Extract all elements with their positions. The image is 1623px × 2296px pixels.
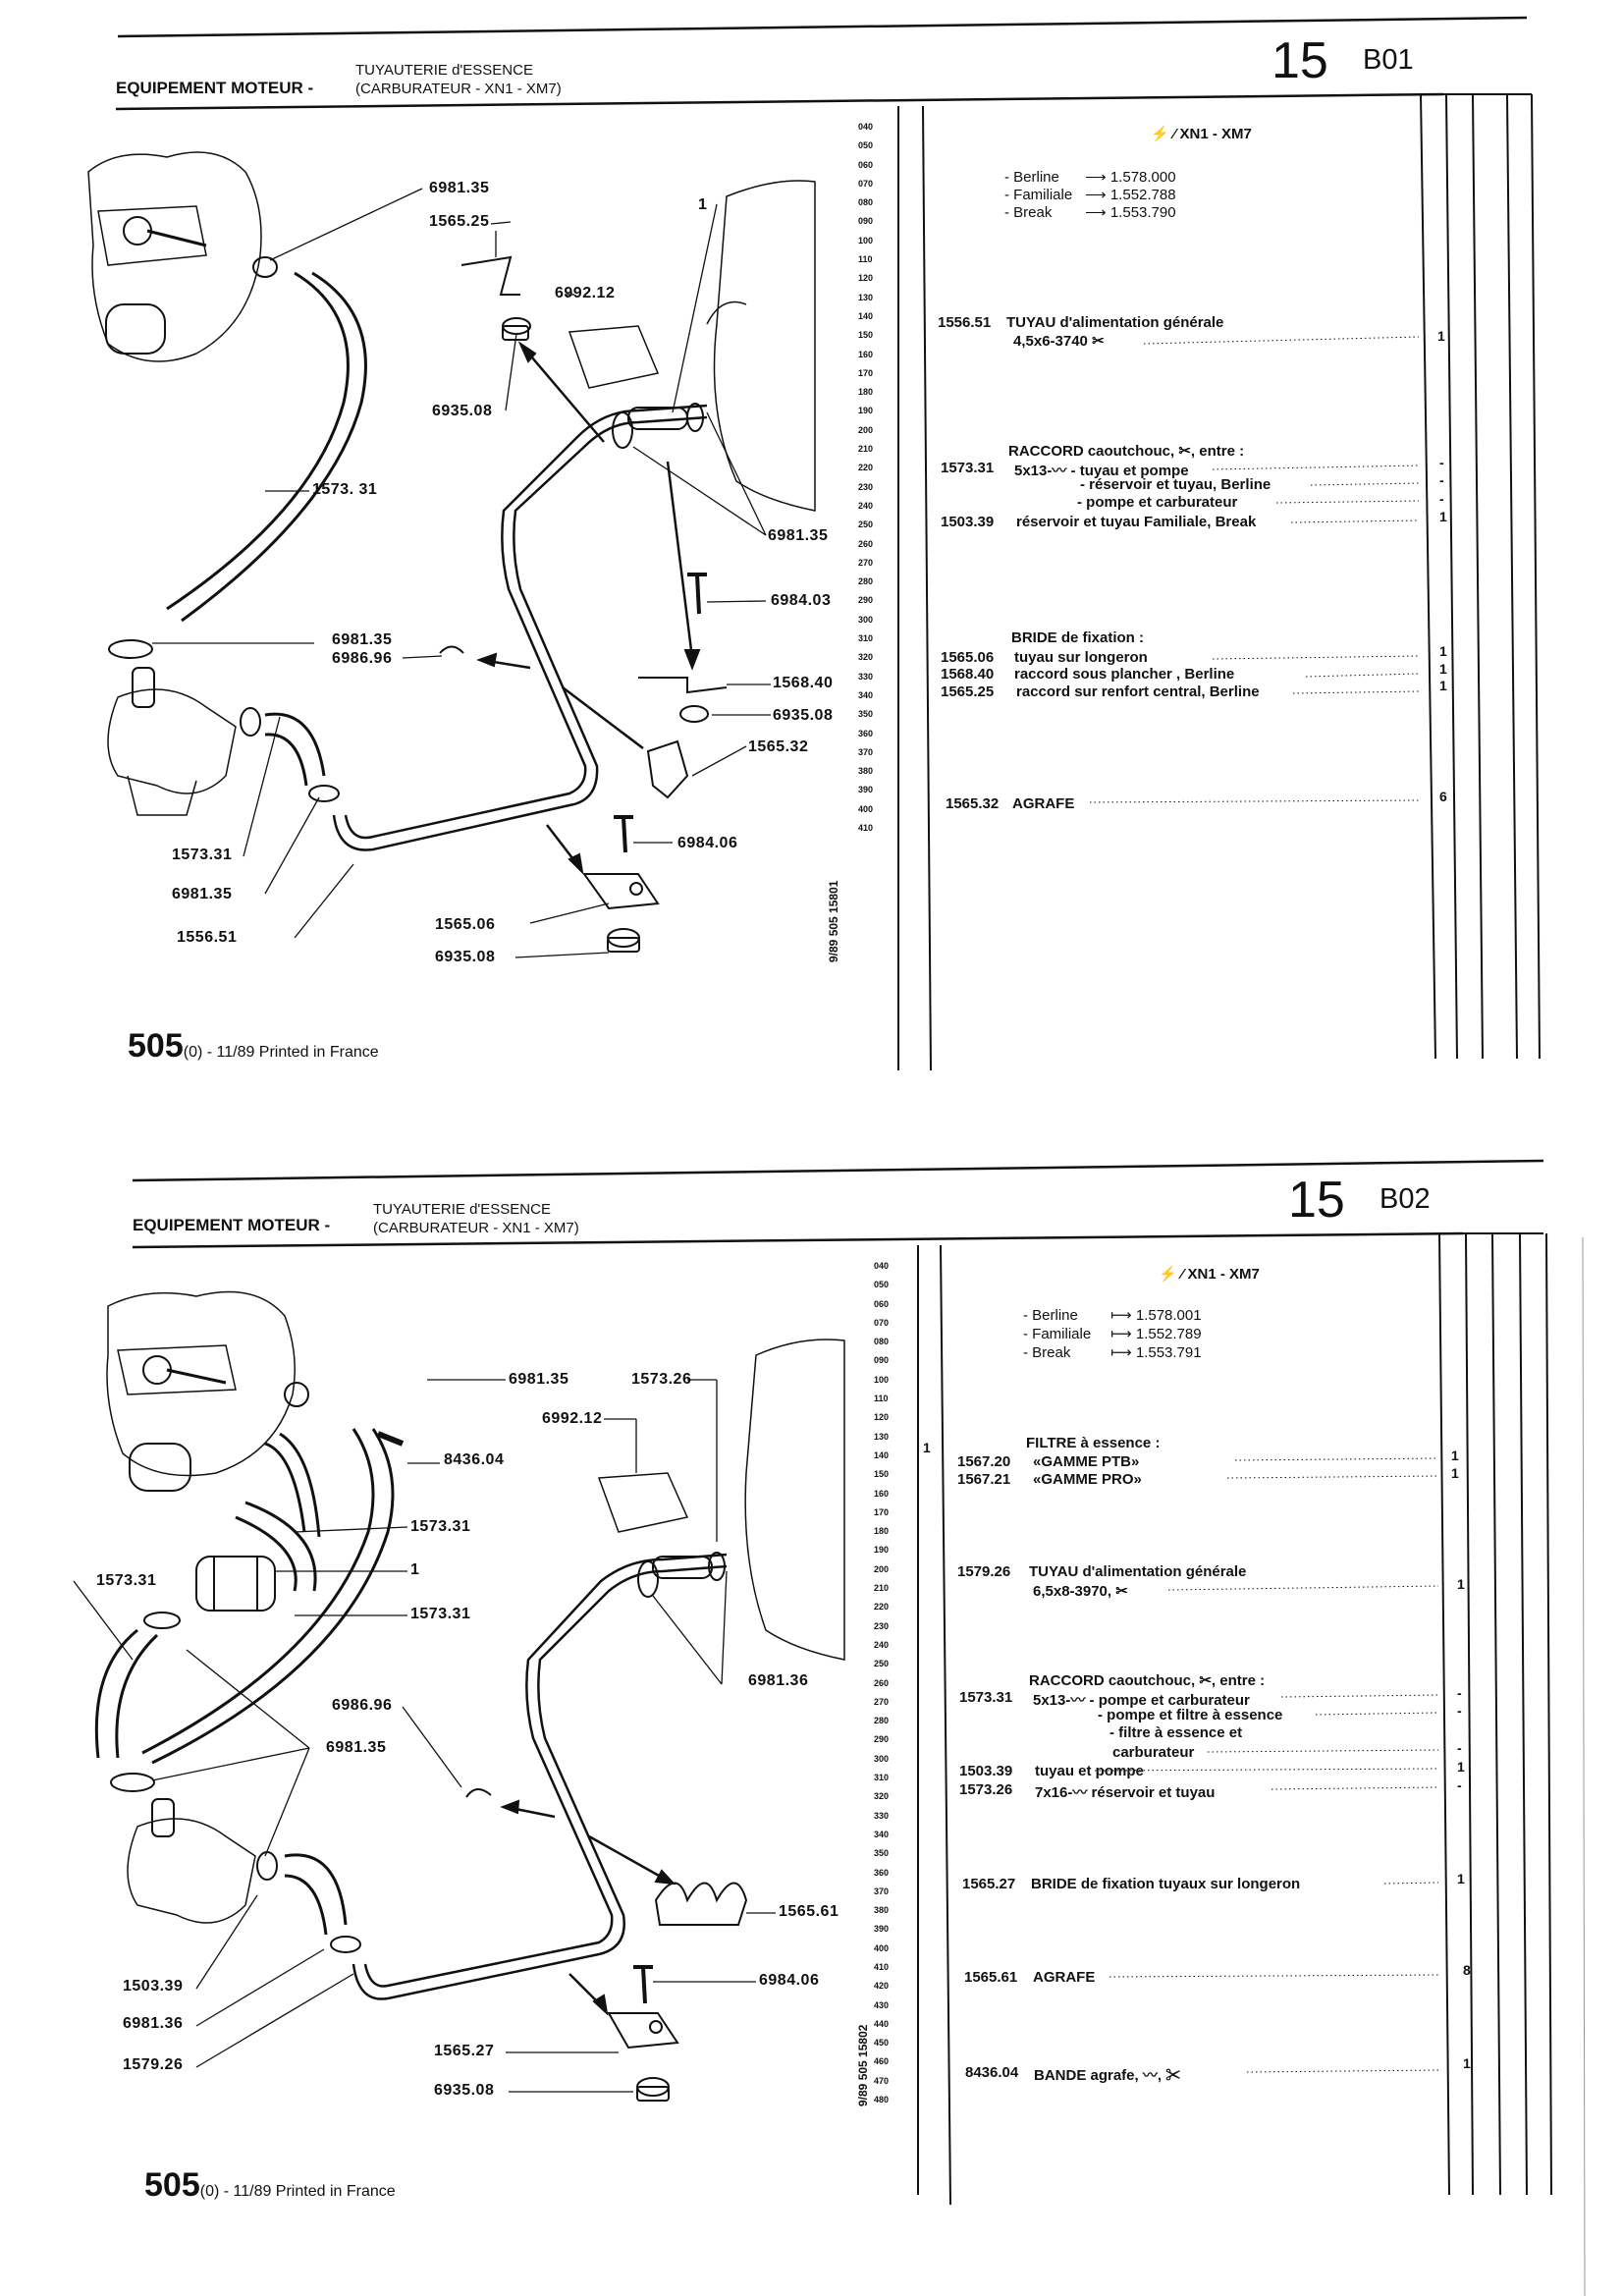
part-qty: 1 [1457,1871,1465,1886]
grid-row-number: 280 [858,576,874,587]
grid-row-number: 290 [874,1734,890,1745]
callout: 1573. 31 [312,481,378,498]
part-qty: 1 [1457,1759,1465,1775]
callout: 1573.31 [96,1572,157,1589]
variant-name: - Break [1004,204,1053,221]
grid-row-number: 090 [858,216,874,227]
part-qty: - [1439,455,1444,470]
part-text: FILTRE à essence : [1026,1435,1161,1451]
grid-row-number: 060 [858,159,874,170]
part-qty: - [1457,1740,1462,1756]
grid-row-number: 050 [874,1280,890,1290]
grid-row-number: 390 [858,785,874,795]
part-qty: - [1457,1777,1462,1793]
grid-row-number: 190 [874,1545,890,1556]
title-line1: TUYAUTERIE d'ESSENCE [355,62,533,79]
grid-row-number: 380 [858,766,874,777]
grid-row-number: 390 [874,1924,890,1935]
callout: 1573.26 [631,1371,692,1388]
grid-row-number: 250 [858,519,874,530]
grid-row-number: 040 [858,122,874,132]
title-line1: TUYAUTERIE d'ESSENCE [373,1201,551,1218]
grid-row-number: 170 [874,1506,890,1517]
part-text: 7x16-〰 réservoir et tuyau [1035,1784,1216,1801]
part-qty: 1 [1439,661,1447,677]
title-line2: (CARBURATEUR - XN1 - XM7) [373,1220,579,1236]
callout: 6981.35 [768,527,829,544]
model-line-text: XN1 - XM7 [1187,1266,1260,1283]
callout: 1565.25 [429,213,490,230]
part-text: «GAMME PRO» [1033,1471,1142,1488]
grid-row-number: 070 [874,1317,890,1328]
grid-row-number: 340 [874,1829,890,1839]
model-line: ⚡ ⁄ XN1 - XM7 [1151,126,1252,142]
page-title [355,61,562,98]
part-text: BRIDE de fixation tuyaux sur longeron [1031,1876,1301,1892]
grid-row-number: 100 [858,235,874,246]
callout: 6992.12 [555,285,616,301]
variant-serial: 1.578.000 [1109,169,1176,186]
grid-row-number: 140 [874,1449,890,1460]
part-qty: 1 [1457,1576,1465,1592]
side-code: 9/89 505 15802 [856,2024,870,2106]
variant-name: - Berline [1023,1307,1078,1324]
part-text: AGRAFE [1012,795,1075,812]
callout: 6984.03 [771,592,832,609]
callout: 6986.96 [332,1697,393,1714]
part-ref: 1556.51 [938,314,992,331]
part-text: raccord sous plancher , Berline [1014,666,1235,683]
part-text: BRIDE de fixation : [1011,629,1145,646]
grid-row-number: 110 [858,254,873,265]
model-line: ⚡ ⁄ XN1 - XM7 [1159,1266,1260,1283]
grid-row-number: 270 [874,1696,890,1707]
group-number: 15 [1271,32,1328,89]
footer-text: (0) - 11/89 Printed in France [199,2183,396,2200]
part-text: carburateur [1112,1744,1195,1761]
grid-row-number: 050 [858,140,874,151]
part-qty: 1 [1437,328,1445,344]
variant-serial: 1.552.789 [1135,1326,1202,1342]
plate-ref: B01 [1363,44,1414,76]
part-text: «GAMME PTB» [1033,1453,1140,1470]
callout: 8436.04 [444,1451,505,1468]
part-text: - réservoir et tuyau, Berline [1080,476,1271,493]
grid-row-number: 340 [858,689,874,700]
callout: 6935.08 [435,949,496,965]
grid-row-number: 410 [858,822,874,833]
part-ref: 1565.32 [946,795,1000,812]
callout: 6981.35 [429,180,490,196]
part-text: RACCORD caoutchouc, ✂, entre : [1029,1672,1266,1689]
variant-serial: 1.553.790 [1109,204,1176,221]
part-ref: 1567.20 [957,1453,1011,1470]
side-code: 9/89 505 15801 [827,880,840,962]
grid-row-number: 230 [874,1620,890,1631]
grid-row-number: 140 [858,310,874,321]
part-text: 4,5x6-3740 ✂ [1013,333,1105,350]
grid-row-number: 160 [874,1488,890,1499]
part-ref: 1567.21 [957,1471,1011,1488]
grid-row-number: 330 [858,671,874,682]
grid-row-number: 450 [874,2038,890,2049]
grid-row-number: 210 [858,444,874,455]
grid-row-number: 350 [874,1848,890,1859]
group-number: 15 [1288,1172,1345,1229]
grid-row-number: 250 [874,1659,890,1669]
callout: 1579.26 [123,2056,184,2073]
item-marker: 1 [923,1440,931,1455]
variant-list: - Berline ⟶ 1.578.000 - Familiale ⟶ 1.552.788 - Break ⟶ 1.553.790 [1004,169,1176,221]
grid-row-number: 150 [874,1469,890,1480]
variant-name: - Familiale [1004,187,1073,203]
grid-row-number: 310 [874,1773,890,1783]
plate-ref: B02 [1380,1183,1431,1215]
part-text: tuyau sur longeron [1014,649,1148,666]
footer [128,1027,379,1066]
callout: 1565.06 [435,916,496,933]
diagram-b01 [88,152,815,952]
grid-row-number: 220 [874,1602,890,1613]
grid-row-number: 240 [874,1639,890,1650]
part-qty: - [1457,1703,1462,1719]
part-qty: 1 [1439,678,1447,693]
part-text: TUYAU d'alimentation générale [1029,1563,1247,1580]
part-qty: 1 [1463,2055,1471,2071]
part-ref: 1568.40 [941,666,995,683]
grid-row-number: 170 [858,367,874,378]
callout: 1565.27 [434,2043,495,2059]
grid-row-number: 180 [858,387,874,398]
callout: 6984.06 [677,835,738,851]
variant-list: - Berline ⟼ 1.578.001 - Familiale ⟼ 1.552.789 - Break ⟼ 1.553.791 [1023,1307,1202,1361]
part-text: - filtre à essence et [1109,1724,1243,1741]
grid-row-number: 310 [858,633,874,644]
part-ref: 1503.39 [941,514,995,530]
grid-row-number: 440 [874,2018,890,2029]
grid-row-number: 100 [874,1374,890,1385]
part-ref: 1503.39 [959,1763,1013,1779]
grid-row-number: 380 [874,1905,890,1916]
variant-name: - Berline [1004,169,1059,186]
variant-serial: 1.578.001 [1135,1307,1202,1324]
grid-row-number: 110 [874,1394,889,1404]
part-ref: 1573.26 [959,1781,1013,1798]
part-ref: 1565.61 [964,1969,1018,1986]
callout: 6981.36 [123,2015,184,2032]
footer-model: 505 [144,2166,200,2204]
variant-serial: 1.553.791 [1135,1344,1202,1361]
part-qty: 8 [1463,1962,1471,1978]
grid-row-number: 370 [874,1886,890,1896]
grid-row-number: 330 [874,1810,890,1821]
section-title: EQUIPEMENT MOTEUR - [116,79,314,97]
grid-row-number: 300 [874,1753,890,1764]
callout: 6935.08 [434,2082,495,2099]
grid-row-number: 480 [874,2095,890,2105]
grid-rows [858,118,873,838]
callout: 1503.39 [123,1978,184,1995]
callout: 1573.31 [410,1606,471,1622]
footer-model: 505 [128,1027,184,1065]
grid-row-number: 160 [858,349,874,359]
part-qty: - [1457,1685,1462,1701]
part-text: 5x13-〰 - tuyau et pompe [1014,463,1189,479]
part-qty: 1 [1439,643,1447,659]
grid-row-number: 240 [858,500,874,511]
callout: 1556.51 [177,929,238,946]
grid-row-number: 360 [874,1867,890,1878]
part-ref: 8436.04 [965,2064,1019,2081]
part-qty: - [1439,491,1444,507]
section-title: EQUIPEMENT MOTEUR - [133,1216,331,1234]
page-title [373,1200,579,1237]
part-text: TUYAU d'alimentation générale [1006,314,1224,331]
grid-row-number: 040 [874,1261,890,1271]
variant-name: - Break [1023,1344,1071,1361]
grid-row-number: 080 [858,197,874,208]
part-ref: 1573.31 [941,460,995,476]
grid-row-number: 360 [858,728,874,738]
title-line2: (CARBURATEUR - XN1 - XM7) [355,81,562,97]
grid-rows [874,1257,889,2109]
callout: 6992.12 [542,1410,603,1427]
grid-row-number: 080 [874,1337,890,1347]
part-text: BANDE agrafe, 〰, ✂ [1034,2067,1181,2084]
grid-row-number: 400 [874,1942,890,1953]
callout: 6986.96 [332,650,393,667]
grid-row-number: 370 [858,746,874,757]
part-text: réservoir et tuyau Familiale, Break [1016,514,1257,530]
part-text: 5x13-〰 - pompe et carburateur [1033,1692,1250,1709]
grid-row-number: 190 [858,406,874,416]
callout: 1568.40 [773,675,834,691]
part-text: - pompe et carburateur [1077,494,1238,511]
grid-row-number: 270 [858,557,874,568]
callout: 1573.31 [410,1518,471,1535]
grid-row-number: 320 [874,1791,890,1802]
grid-row-number: 260 [874,1677,890,1688]
callout: 1 [410,1561,420,1578]
callout: 1 [698,196,708,213]
grid-row-number: 120 [874,1412,890,1423]
part-qty: - [1439,472,1444,488]
grid-row-number: 460 [874,2056,890,2067]
grid-row-number: 320 [858,652,874,663]
grid-row-number: 120 [858,273,874,284]
grid-row-number: 280 [874,1716,890,1726]
part-qty: 1 [1451,1448,1459,1463]
part-text: tuyau et pompe [1035,1763,1144,1779]
grid-row-number: 420 [874,1981,890,1992]
callout: 6935.08 [432,403,493,419]
grid-row-number: 060 [874,1298,890,1309]
part-qty: 1 [1451,1465,1459,1481]
part-ref: 1579.26 [957,1563,1011,1580]
grid-row-number: 470 [874,2075,890,2086]
part-text: raccord sur renfort central, Berline [1016,683,1260,700]
model-line-text: XN1 - XM7 [1179,126,1252,142]
grid-row-number: 290 [858,595,874,606]
part-ref: 1565.27 [962,1876,1016,1892]
part-ref: 1573.31 [959,1689,1013,1706]
footer-text: (0) - 11/89 Printed in France [183,1044,379,1061]
part-ref: 1565.25 [941,683,995,700]
variant-serial: 1.552.788 [1109,187,1176,203]
part-text: 6,5x8-3970, ✂ [1033,1583,1128,1600]
grid-row-number: 150 [858,330,874,341]
grid-row-number: 430 [874,1999,890,2010]
part-text: - pompe et filtre à essence [1098,1707,1283,1723]
callout: 1565.32 [748,738,809,755]
footer [144,2166,396,2205]
grid-row-number: 220 [858,463,874,473]
callout: 1573.31 [172,847,233,863]
diagram-b02 [96,1292,844,2102]
grid-row-number: 400 [858,803,874,814]
grid-row-number: 130 [858,292,874,302]
callout: 6981.35 [172,886,233,902]
grid-row-number: 130 [874,1431,890,1442]
part-qty: 1 [1439,509,1447,524]
grid-row-number: 300 [858,614,874,625]
callout: 6981.35 [509,1371,569,1388]
grid-row-number: 200 [858,424,874,435]
callout: 6981.36 [748,1672,809,1689]
grid-row-number: 200 [874,1563,890,1574]
grid-row-number: 230 [858,481,874,492]
grid-row-number: 090 [874,1355,890,1366]
part-text: RACCORD caoutchouc, ✂, entre : [1008,443,1245,460]
callout: 6981.35 [332,631,393,648]
part-ref: 1565.06 [941,649,995,666]
grid-row-number: 410 [874,1961,890,1972]
grid-row-number: 260 [858,538,874,549]
grid-row-number: 180 [874,1526,890,1537]
grid-row-number: 210 [874,1583,890,1594]
grid-row-number: 350 [858,709,874,720]
callout: 6984.06 [759,1972,820,1989]
variant-name: - Familiale [1023,1326,1092,1342]
part-qty: 6 [1439,789,1447,804]
callout: 1565.61 [779,1903,839,1920]
part-text: AGRAFE [1033,1969,1096,1986]
callout: 6981.35 [326,1739,387,1756]
grid-row-number: 070 [858,178,874,189]
callout: 6935.08 [773,707,834,724]
